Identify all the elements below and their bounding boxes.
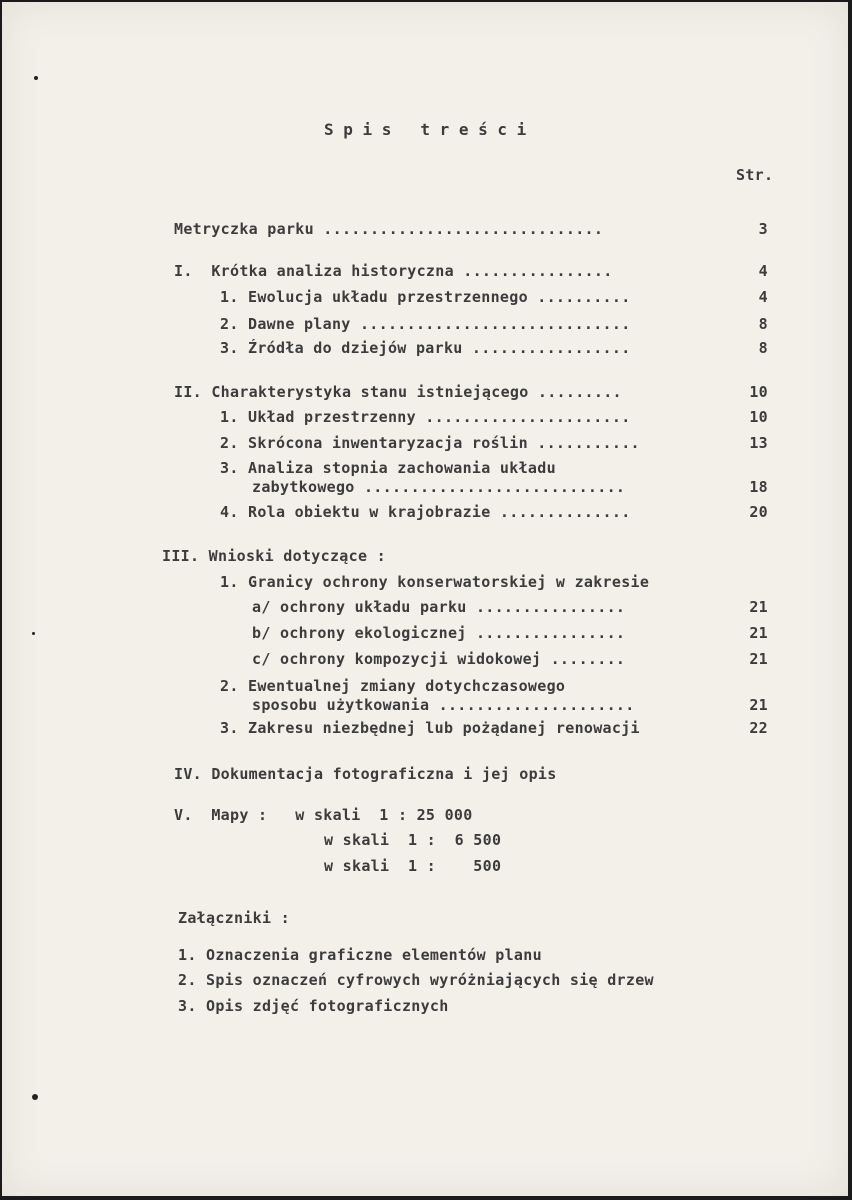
toc-entry-page: 4 [758,288,768,306]
toc-entry-text: c/ ochrony kompozycji widokowej ........ [252,650,626,668]
toc-entry-page: 4 [758,262,768,280]
toc-entry-text: zabytkowego ............................ [252,478,626,496]
toc-entry-text: 3. Analiza stopnia zachowania układu [220,459,556,477]
toc-entry-text: IV. Dokumentacja fotograficzna i jej opis [174,765,557,783]
toc-entry-text: a/ ochrony układu parku ................ [252,598,626,616]
appendix-heading: Załączniki : [178,909,290,927]
toc-entry-page: 10 [749,383,768,401]
toc-entry-text: 3. Zakresu niezbędnej lub pożądanej renowacji [220,719,640,737]
toc-entry-page: 13 [749,434,768,452]
toc-entry-text: Metryczka parku .............................. [174,220,604,238]
toc-entry-page: 21 [749,650,768,668]
toc-entry-text: 2. Ewentualnej zmiany dotychczasowego [220,677,566,695]
toc-entry-text: 4. Rola obiektu w krajobrazie .............. [220,503,631,521]
toc-entry-text: III. Wnioski dotyczące : [162,547,386,565]
toc-entry-text: b/ ochrony ekologicznej ................ [252,624,626,642]
scan-speck [34,76,38,80]
toc-entry-text: 2. Skrócona inwentaryzacja roślin ........... [220,434,640,452]
appendix-item: 3. Opis zdjęć fotograficznych [178,997,449,1015]
toc-entry-page: 21 [749,696,768,714]
toc-entry-text: 1. Ewolucja układu przestrzennego .......... [220,288,631,306]
page-title: S p i s t r e ś c i [324,120,527,139]
toc-entry-page: 21 [749,624,768,642]
toc-entry-text: w skali 1 : 6 500 [324,831,502,849]
toc-entry-text: V. Mapy : w skali 1 : 25 000 [174,806,473,824]
toc-entry-text: 3. Źródła do dziejów parku ................. [220,339,631,357]
page-column-header: Str. [736,166,774,184]
toc-entry-page: 8 [758,315,768,333]
toc-entry-page: 20 [749,503,768,521]
toc-entry-page: 3 [758,220,768,238]
toc-entry-page: 21 [749,598,768,616]
toc-entry-text: 2. Dawne plany ............................. [220,315,631,333]
scan-speck [32,632,35,635]
toc-entry-text: II. Charakterystyka stanu istniejącego ......... [174,383,622,401]
appendix-item: 1. Oznaczenia graficzne elementów planu [178,946,542,964]
toc-entry-page: 22 [749,719,768,737]
toc-entry-text: 1. Granicy ochrony konserwatorskiej w zakresie [220,573,650,591]
toc-entry-page: 8 [758,339,768,357]
toc-entry-text: 1. Układ przestrzenny ...................... [220,408,631,426]
toc-entry-page: 10 [749,408,768,426]
scan-speck [32,1094,38,1100]
toc-entry-text: I. Krótka analiza historyczna ................ [174,262,613,280]
toc-entry-text: sposobu użytkowania ..................... [252,696,635,714]
document-page [2,2,848,1196]
toc-entry-page: 18 [749,478,768,496]
appendix-item: 2. Spis oznaczeń cyfrowych wyróżniających się drzew [178,971,654,989]
toc-entry-text: w skali 1 : 500 [324,857,502,875]
